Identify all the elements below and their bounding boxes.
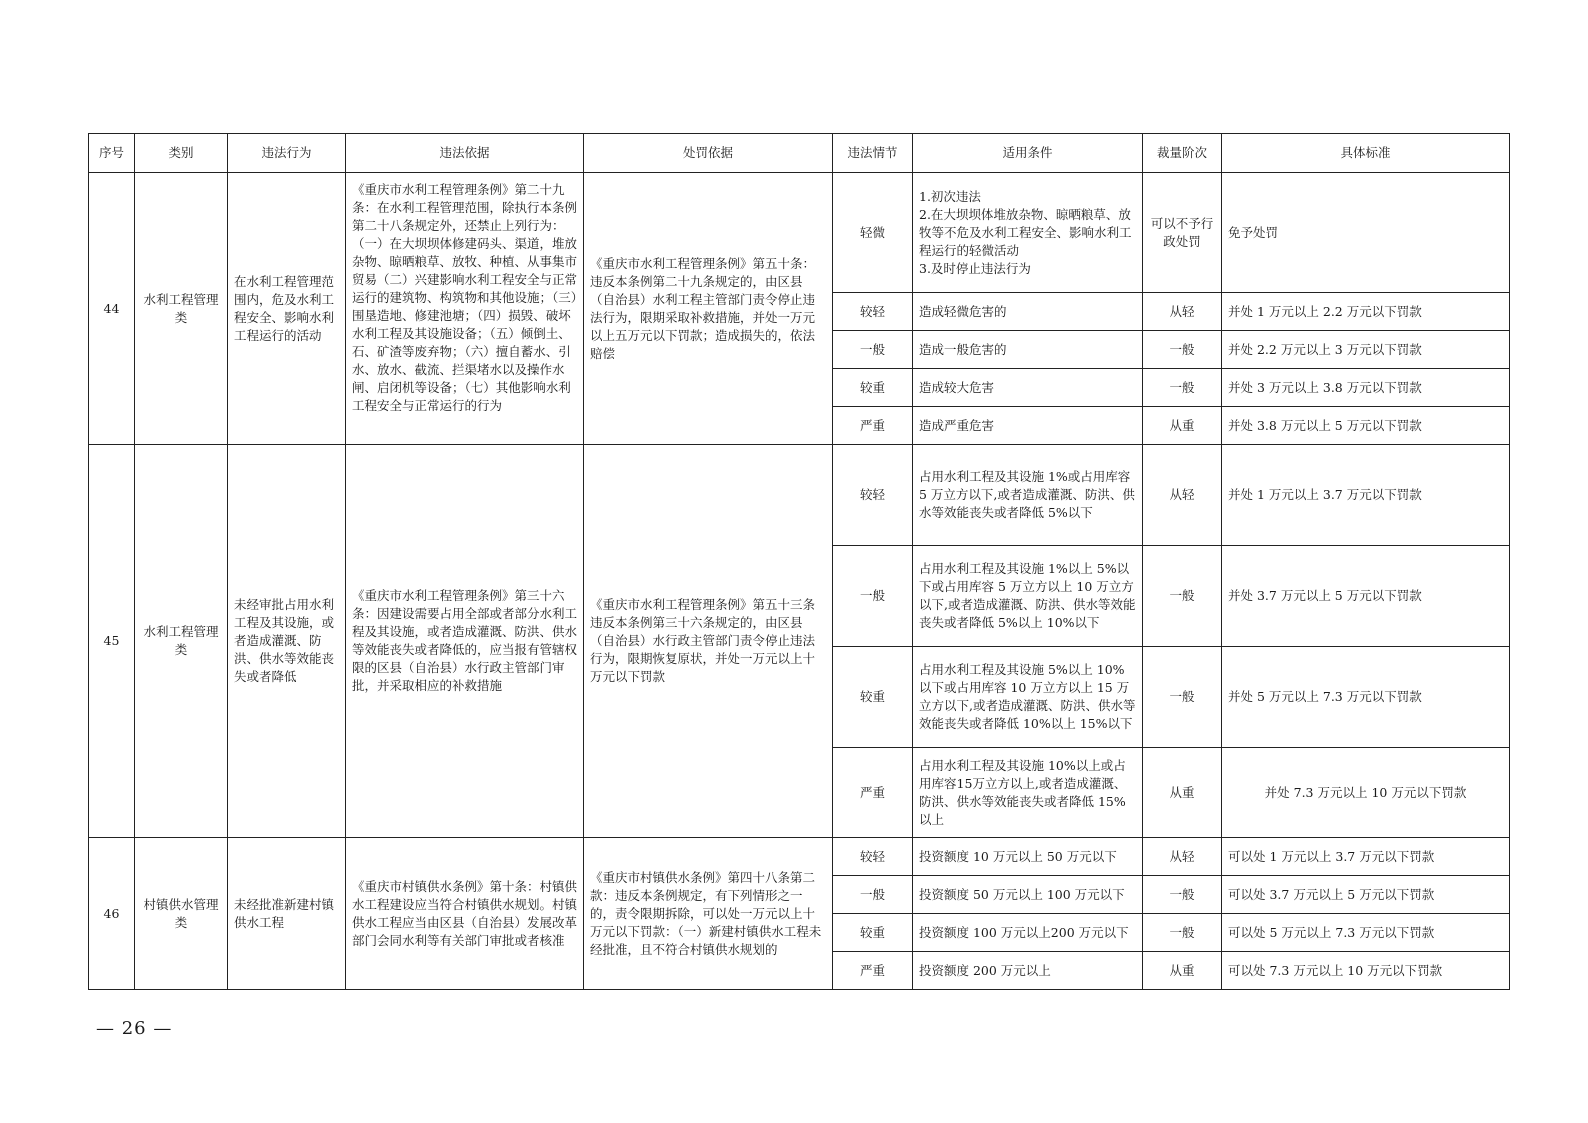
cell-condition: 造成较大危害 — [913, 369, 1143, 407]
cell-condition: 投资额度 50 万元以上 100 万元以下 — [913, 876, 1143, 914]
header-row — [89, 134, 1510, 173]
cell-no: 44 — [89, 173, 135, 445]
cell-level: 从重 — [1143, 748, 1222, 838]
cell-level: 一般 — [1143, 369, 1222, 407]
cell-category: 水利工程管理类 — [135, 173, 228, 445]
cell-circumstance: 较重 — [833, 914, 913, 952]
header-penalty-basis: 处罚依据 — [584, 134, 833, 173]
header-category: 类别 — [135, 134, 228, 173]
cell-standard: 可以处 3.7 万元以上 5 万元以下罚款 — [1222, 876, 1510, 914]
cell-basis: 《重庆市水利工程管理条例》第二十九条：在水利工程管理范围，除执行本条例第二十八条规定外，还禁止上列行为：（一）在大坝坝体修建码头、渠道，堆放杂物、晾晒粮草、放牧、种植、从事集市贸易（二）兴建影响水利工程安全与正常运行的建筑物、构筑物和其他设施；（三）围垦造地、修建池塘；（四）损毁、破坏水利工程及其设施设备；（五）倾倒土、石、矿渣等废弃物；（六）擅自蓄水、引水、放水、截流、拦渠堵水以及操作水闸、启闭机等设备；（七）其他影响水利工程安全与正常运行的行为 — [346, 173, 584, 445]
cell-no: 45 — [89, 445, 135, 838]
cell-circumstance: 较轻 — [833, 293, 913, 331]
page-number: — 26 — — [96, 1018, 173, 1039]
cell-standard: 可以处 1 万元以上 3.7 万元以下罚款 — [1222, 838, 1510, 876]
cell-level: 一般 — [1143, 546, 1222, 647]
cell-condition: 造成轻微危害的 — [913, 293, 1143, 331]
cell-behavior: 在水利工程管理范围内，危及水利工程安全、影响水利工程运行的活动 — [228, 173, 346, 445]
cell-condition: 占用水利工程及其设施 5%以上 10%以下或占用库容 10 万立方以上 15 万立方以下,或者造成灌溉、防洪、供水等效能丧失或者降低 10%以上 15%以下 — [913, 647, 1143, 748]
cell-circumstance: 较轻 — [833, 838, 913, 876]
cell-standard: 并处 3 万元以上 3.8 万元以下罚款 — [1222, 369, 1510, 407]
cell-penalty-basis: 《重庆市水利工程管理条例》第五十三条违反本条例第三十六条规定的，由区县（自治县）水行政主管部门责令停止违法行为，限期恢复原状，并处一万元以上十万元以下罚款 — [584, 445, 833, 838]
header-standard: 具体标准 — [1222, 134, 1510, 173]
cell-circumstance: 严重 — [833, 952, 913, 990]
cell-level: 从重 — [1143, 407, 1222, 445]
cell-basis: 《重庆市水利工程管理条例》第三十六条：因建设需要占用全部或者部分水利工程及其设施，或者造成灌溉、防洪、供水等效能丧失或者降低的，应当报有管辖权限的区县（自治县）水行政主管部门审批，并采取相应的补救措施 — [346, 445, 584, 838]
cell-level: 一般 — [1143, 914, 1222, 952]
cell-circumstance: 严重 — [833, 748, 913, 838]
cell-standard: 并处 3.8 万元以上 5 万元以下罚款 — [1222, 407, 1510, 445]
table-row — [89, 173, 1510, 293]
cell-category: 村镇供水管理类 — [135, 838, 228, 990]
cell-standard: 可以处 5 万元以上 7.3 万元以下罚款 — [1222, 914, 1510, 952]
cell-condition: 投资额度 100 万元以上200 万元以下 — [913, 914, 1143, 952]
cell-standard: 并处 5 万元以上 7.3 万元以下罚款 — [1222, 647, 1510, 748]
cell-condition: 占用水利工程及其设施 1%以上 5%以下或占用库容 5 万立方以上 10 万立方以下,或者造成灌溉、防洪、供水等效能丧失或者降低 5%以上 10%以下 — [913, 546, 1143, 647]
header-level: 裁量阶次 — [1143, 134, 1222, 173]
cell-circumstance: 较轻 — [833, 445, 913, 546]
cell-circumstance: 一般 — [833, 546, 913, 647]
cell-penalty-basis: 《重庆市水利工程管理条例》第五十条：违反本条例第二十九条规定的，由区县（自治县）水利工程主管部门责令停止违法行为，限期采取补救措施，并处一万元以上五万元以下罚款；造成损失的，依法赔偿 — [584, 173, 833, 445]
cell-penalty-basis: 《重庆市村镇供水条例》第四十八条第二款：违反本条例规定，有下列情形之一的，责令限期拆除，可以处一万元以上十万元以下罚款：（一）新建村镇供水工程未经批准，且不符合村镇供水规划的 — [584, 838, 833, 990]
cell-no: 46 — [89, 838, 135, 990]
cell-standard: 并处 1 万元以上 3.7 万元以下罚款 — [1222, 445, 1510, 546]
cell-standard: 并处 2.2 万元以上 3 万元以下罚款 — [1222, 331, 1510, 369]
header-condition: 适用条件 — [913, 134, 1143, 173]
cell-condition: 投资额度 200 万元以上 — [913, 952, 1143, 990]
header-circumstance: 违法情节 — [833, 134, 913, 173]
cell-circumstance: 一般 — [833, 331, 913, 369]
cell-circumstance: 严重 — [833, 407, 913, 445]
cell-standard: 并处 7.3 万元以上 10 万元以下罚款 — [1222, 748, 1510, 838]
cell-standard: 并处 1 万元以上 2.2 万元以下罚款 — [1222, 293, 1510, 331]
cell-condition: 造成一般危害的 — [913, 331, 1143, 369]
cell-standard: 可以处 7.3 万元以上 10 万元以下罚款 — [1222, 952, 1510, 990]
cell-circumstance: 较重 — [833, 647, 913, 748]
cell-behavior: 未经批准新建村镇供水工程 — [228, 838, 346, 990]
cell-basis: 《重庆市村镇供水条例》第十条：村镇供水工程建设应当符合村镇供水规划。村镇供水工程应当由区县（自治县）发展改革部门会同水利等有关部门审批或者核准 — [346, 838, 584, 990]
cell-level: 一般 — [1143, 331, 1222, 369]
cell-level: 从重 — [1143, 952, 1222, 990]
cell-standard: 并处 3.7 万元以上 5 万元以下罚款 — [1222, 546, 1510, 647]
cell-circumstance: 轻微 — [833, 173, 913, 293]
cell-level: 一般 — [1143, 647, 1222, 748]
cell-circumstance: 较重 — [833, 369, 913, 407]
header-basis: 违法依据 — [346, 134, 584, 173]
table-body — [89, 173, 1510, 990]
cell-condition: 占用水利工程及其设施 10%以上或占用库容15万立方以上,或者造成灌溉、防洪、供水等效能丧失或者降低 15%以上 — [913, 748, 1143, 838]
cell-condition: 投资额度 10 万元以上 50 万元以下 — [913, 838, 1143, 876]
cell-standard: 免予处罚 — [1222, 173, 1510, 293]
cell-circumstance: 一般 — [833, 876, 913, 914]
cell-level: 从轻 — [1143, 445, 1222, 546]
cell-level: 一般 — [1143, 876, 1222, 914]
cell-level: 从轻 — [1143, 293, 1222, 331]
cell-behavior: 未经审批占用水利工程及其设施，或者造成灌溉、防洪、供水等效能丧失或者降低 — [228, 445, 346, 838]
table-row — [89, 445, 1510, 546]
cell-level: 可以不予行政处罚 — [1143, 173, 1222, 293]
cell-category: 水利工程管理类 — [135, 445, 228, 838]
table-row — [89, 838, 1510, 876]
cell-condition: 1.初次违法 2.在大坝坝体堆放杂物、晾晒粮草、放牧等不危及水利工程安全、影响水利工程运行的轻微活动 3.及时停止违法行为 — [913, 173, 1143, 293]
cell-level: 从轻 — [1143, 838, 1222, 876]
cell-condition: 占用水利工程及其设施 1%或占用库容 5 万立方以下,或者造成灌溉、防洪、供水等效能丧失或者降低 5%以下 — [913, 445, 1143, 546]
header-no: 序号 — [89, 134, 135, 173]
penalty-standard-table — [88, 133, 1510, 990]
header-behavior: 违法行为 — [228, 134, 346, 173]
cell-condition: 造成严重危害 — [913, 407, 1143, 445]
